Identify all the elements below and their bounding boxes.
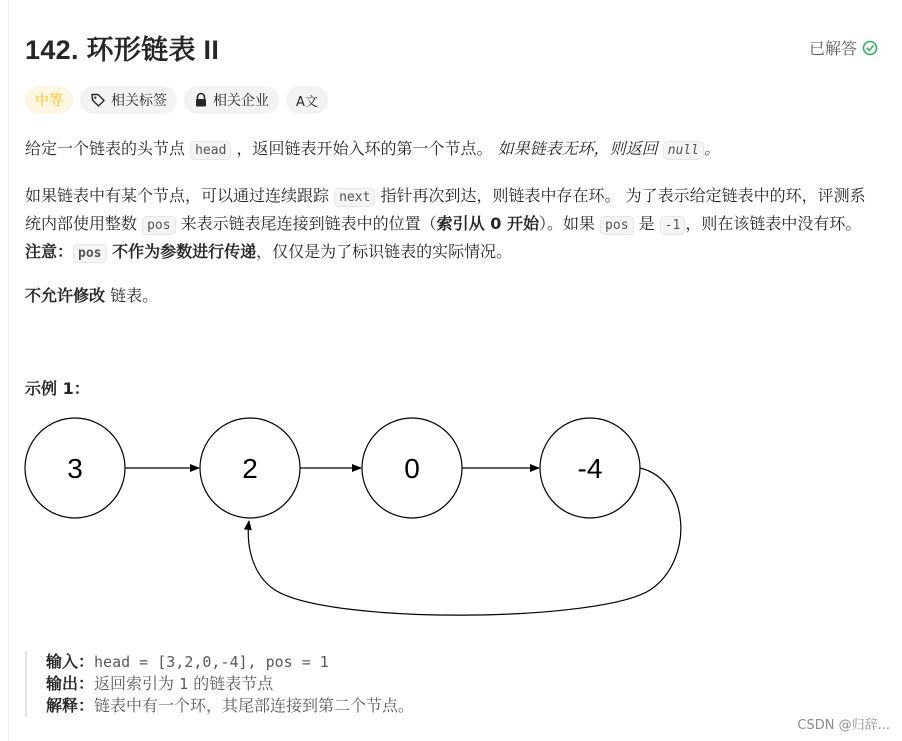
text: 是 <box>633 214 660 233</box>
bold-text: 不允许修改 <box>25 286 106 305</box>
related-tags-label: 相关标签 <box>111 93 167 109</box>
text: 给定一个链表的头节点 <box>25 139 191 158</box>
bold-index-text: 索引从 0 开始 <box>436 214 539 233</box>
text: 链表。 <box>105 286 159 305</box>
difficulty-label: 中等 <box>35 93 63 109</box>
related-tags-button[interactable] <box>80 86 177 114</box>
text: 。 <box>704 139 721 158</box>
related-companies-button[interactable] <box>184 86 279 114</box>
translate-button[interactable] <box>286 86 328 114</box>
example-block <box>25 651 414 717</box>
list-node <box>200 418 300 518</box>
tag-bar <box>25 86 328 114</box>
tag-icon <box>90 92 106 108</box>
text: 指针再次到达，则链表中存在环。 为了表示给定链表中的环，评测系统内部使用整数 <box>25 186 866 233</box>
example-output-row <box>46 673 414 695</box>
text: ，则在该链表中没有环。 <box>685 214 862 233</box>
problem-title[interactable]: 142. 环形链表 II <box>25 35 220 65</box>
description-paragraph-3 <box>25 283 875 309</box>
text: 来表示链表尾连接到链表中的位置（ <box>175 214 437 233</box>
output-code: 1 <box>179 675 189 693</box>
solved-status <box>809 36 878 59</box>
node-value: -4 <box>577 453 603 484</box>
translate-icon: A文 <box>296 94 318 110</box>
example-title: 示例 1： <box>25 379 90 398</box>
node-value: 0 <box>404 453 420 484</box>
inline-code-pos: pos <box>600 216 633 235</box>
input-label: 输入： <box>46 652 95 671</box>
text: ）。如果 <box>538 214 601 233</box>
check-circle-icon <box>862 40 878 56</box>
inline-code-head: head <box>190 141 231 160</box>
text: ，仅仅是为了标识链表的实际情况。 <box>256 242 513 261</box>
solved-label: 已解答 <box>808 39 857 58</box>
note-label: 注意： <box>25 242 74 261</box>
text: ，返回链表开始入环的第一个节点。 <box>231 139 498 158</box>
title-row <box>25 28 878 68</box>
bold-notpass-text: 不作为参数进行传递 <box>106 242 257 261</box>
output-text: 返回索引为 <box>94 674 180 693</box>
node-value: 2 <box>242 453 258 484</box>
example-explain-row <box>46 695 414 717</box>
output-text: 的链表节点 <box>188 674 274 693</box>
description-paragraph-1 <box>25 136 875 164</box>
output-label: 输出： <box>46 674 95 693</box>
difficulty-badge <box>25 86 73 114</box>
node-value: 3 <box>67 453 83 484</box>
list-node <box>540 418 640 518</box>
italic-text: 如果链表无环，则返回 <box>497 139 663 158</box>
text: 如果链表中有某个节点，可以通过连续跟踪 <box>25 186 335 205</box>
example-input-row <box>46 651 414 673</box>
related-companies-label: 相关企业 <box>213 93 269 109</box>
linked-list-diagram <box>0 410 902 650</box>
input-value: head = [3,2,0,-4], pos = 1 <box>94 653 329 671</box>
list-node <box>362 418 462 518</box>
inline-code-null: null <box>663 141 704 160</box>
list-node <box>25 418 125 518</box>
watermark: CSDN @归辞... <box>797 718 890 733</box>
description-paragraph-2 <box>25 183 875 267</box>
explain-value: 链表中有一个环，其尾部连接到第二个节点。 <box>94 696 415 715</box>
inline-code-pos: pos <box>73 244 106 263</box>
lock-icon <box>194 92 208 108</box>
inline-code-neg1: -1 <box>660 216 686 235</box>
inline-code-pos: pos <box>142 216 175 235</box>
inline-code-next: next <box>334 188 375 207</box>
explain-label: 解释： <box>46 696 95 715</box>
